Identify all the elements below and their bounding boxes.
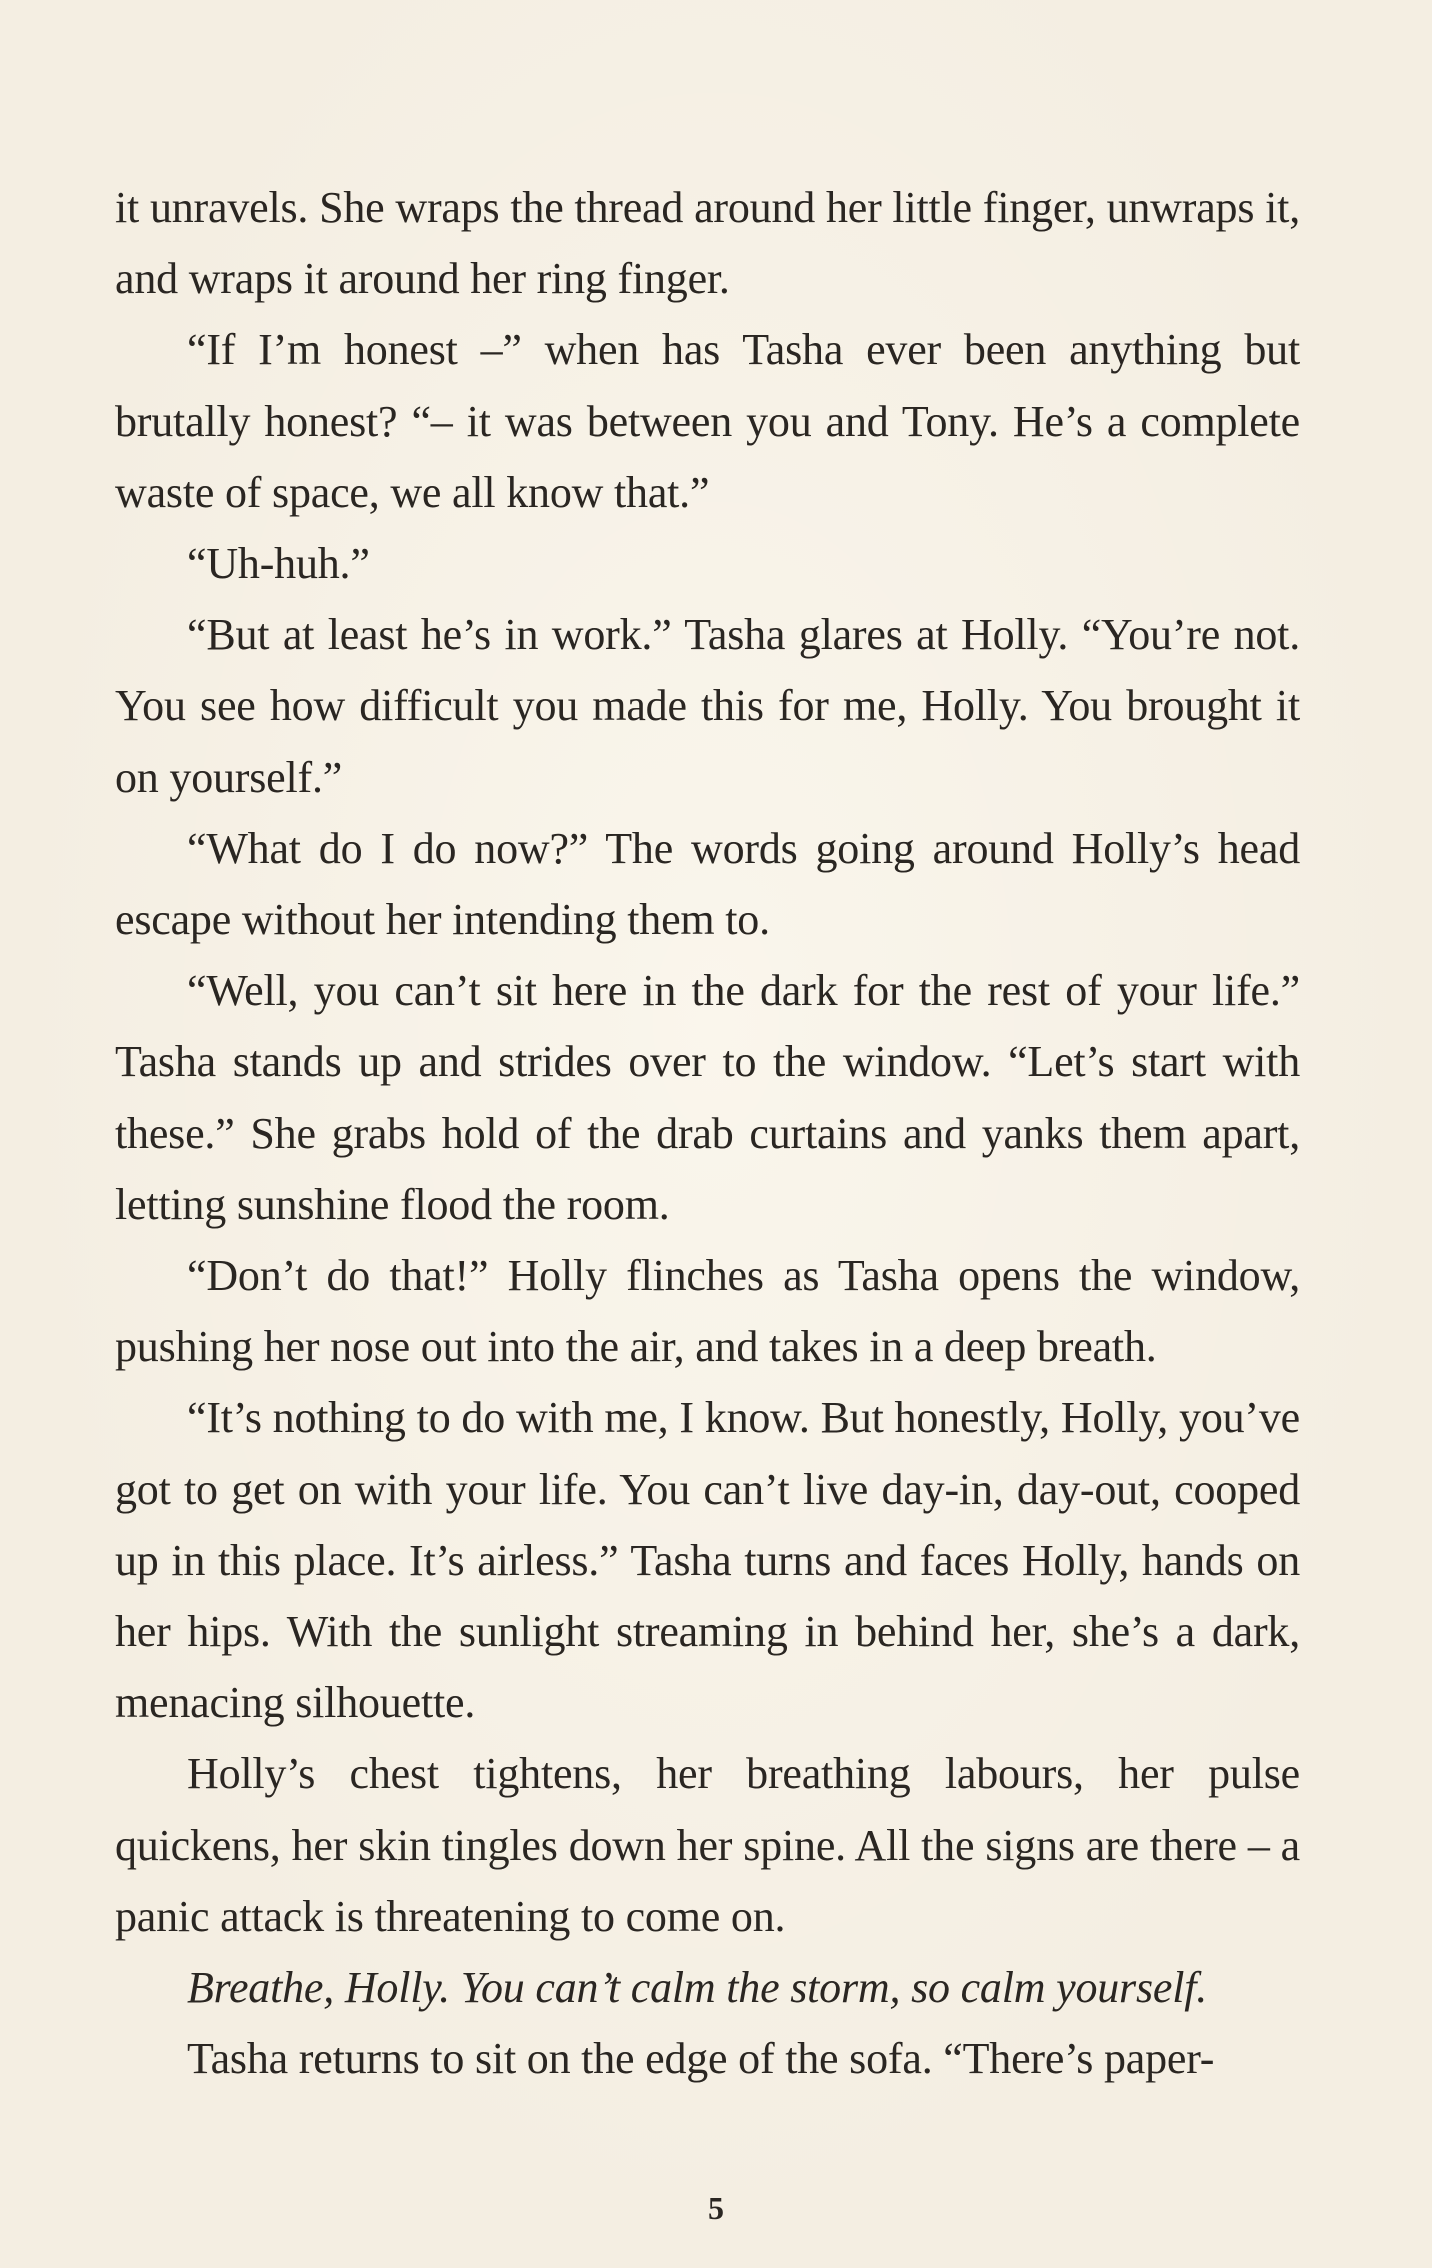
paragraph-2: “If I’m honest –” when has Tasha ever been anything but brutally honest? “– it was between you and Tony. He’s a complete waste of space, we all know that.”: [115, 325, 1300, 517]
paragraph-10-italic: Breathe, Holly. You can’t calm the storm, so calm yourself.: [187, 1963, 1208, 2013]
paragraph-8: “It’s nothing to do with me, I know. But honestly, Holly, you’ve got to get on with your life. You can’t live day-in, day-out, cooped up in this place. It’s airless.” Tasha turns and faces Holly, hands on her hips. With the sunlight streaming in behind her, she’s a dark, menacing silhouette.: [115, 1393, 1300, 1728]
paragraph-7: “Don’t do that!” Holly flinches as Tasha opens the window, pushing her nose out into the air, and takes in a deep breath.: [115, 1251, 1300, 1372]
paragraph-1: it unravels. She wraps the thread around her little finger, unwraps it, and wraps it around her ring finger.: [115, 183, 1300, 304]
paragraph-4: “But at least he’s in work.” Tasha glares at Holly. “You’re not. You see how difficult you made this for me, Holly. You brought it on yourself.”: [115, 610, 1300, 802]
paragraph-5: “What do I do now?” The words going around Holly’s head escape without her intending them to.: [115, 823, 1300, 945]
paragraph-11: Tasha returns to sit on the edge of the sofa. “There’s paper-: [187, 2034, 1215, 2084]
page-number: 5: [708, 2190, 724, 2226]
body-text: [115, 172, 1300, 2094]
paragraph-6: “Well, you can’t sit here in the dark for the rest of your life.” Tasha stands up and strides over to the window. “Let’s start with these.” She grabs hold of the drab curtains and yanks them apart, letting sunshine flood the room.: [115, 966, 1300, 1229]
paragraph-9: Holly’s chest tightens, her breathing labours, her pulse quickens, her skin tingles down her spine. All the signs are there – a panic attack is threatening to come on.: [115, 1749, 1300, 1941]
paragraph-3: “Uh-huh.”: [187, 539, 370, 589]
